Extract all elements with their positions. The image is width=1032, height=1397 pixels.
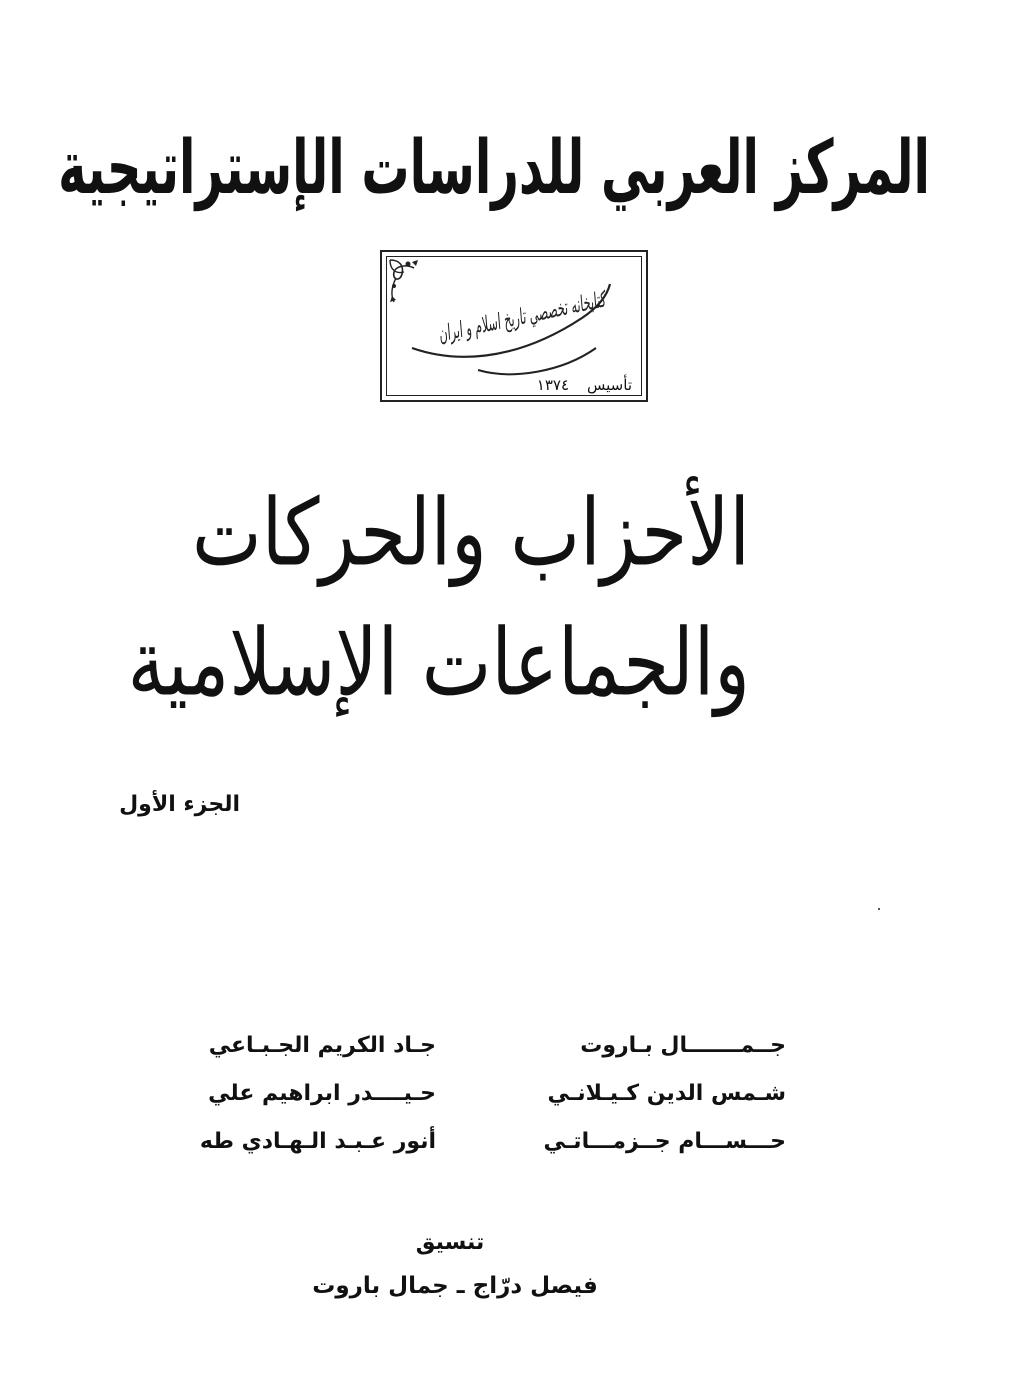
- author-name: شـمس الدين كـيـلانـي: [547, 1081, 786, 1106]
- author-name: جـاد الكريم الجـبـاعي: [208, 1033, 436, 1058]
- author-name: حـــســـام جــزمـــاتـي: [543, 1129, 786, 1154]
- author-name: حـيــــدر ابراهيم علي: [208, 1081, 436, 1106]
- authors-left-column: [126, 1022, 436, 1166]
- library-stamp: [380, 250, 767, 402]
- scan-speck: [878, 908, 880, 910]
- coordinator-names: فيصل درّاج ـ جمال باروت: [312, 1273, 598, 1299]
- volume-label: الجزء الأول: [119, 792, 240, 817]
- stamp-founded-year: ١٣٧٤: [536, 376, 570, 394]
- author-name: جــمـــــــال بـاروت: [580, 1033, 786, 1058]
- book-title-line-2: والجماعات الإسلامية: [127, 609, 750, 717]
- book-title-line-1: الأحزاب والحركات: [192, 479, 750, 587]
- coordination-label: تنسيق: [415, 1230, 485, 1255]
- stamp-founded-label: تأسيس: [587, 376, 632, 394]
- stamp-founded: [519, 376, 632, 394]
- stamp-calligraphy-text: كتابخانه تخصصي تاريخ اسلام و ايران: [436, 253, 767, 348]
- publisher-name: المركز العربي للدراسات الإستراتيجية: [58, 124, 930, 212]
- author-name: أنور عـبـد الـهـادي طه: [199, 1129, 436, 1154]
- authors-right-column: [486, 1022, 786, 1166]
